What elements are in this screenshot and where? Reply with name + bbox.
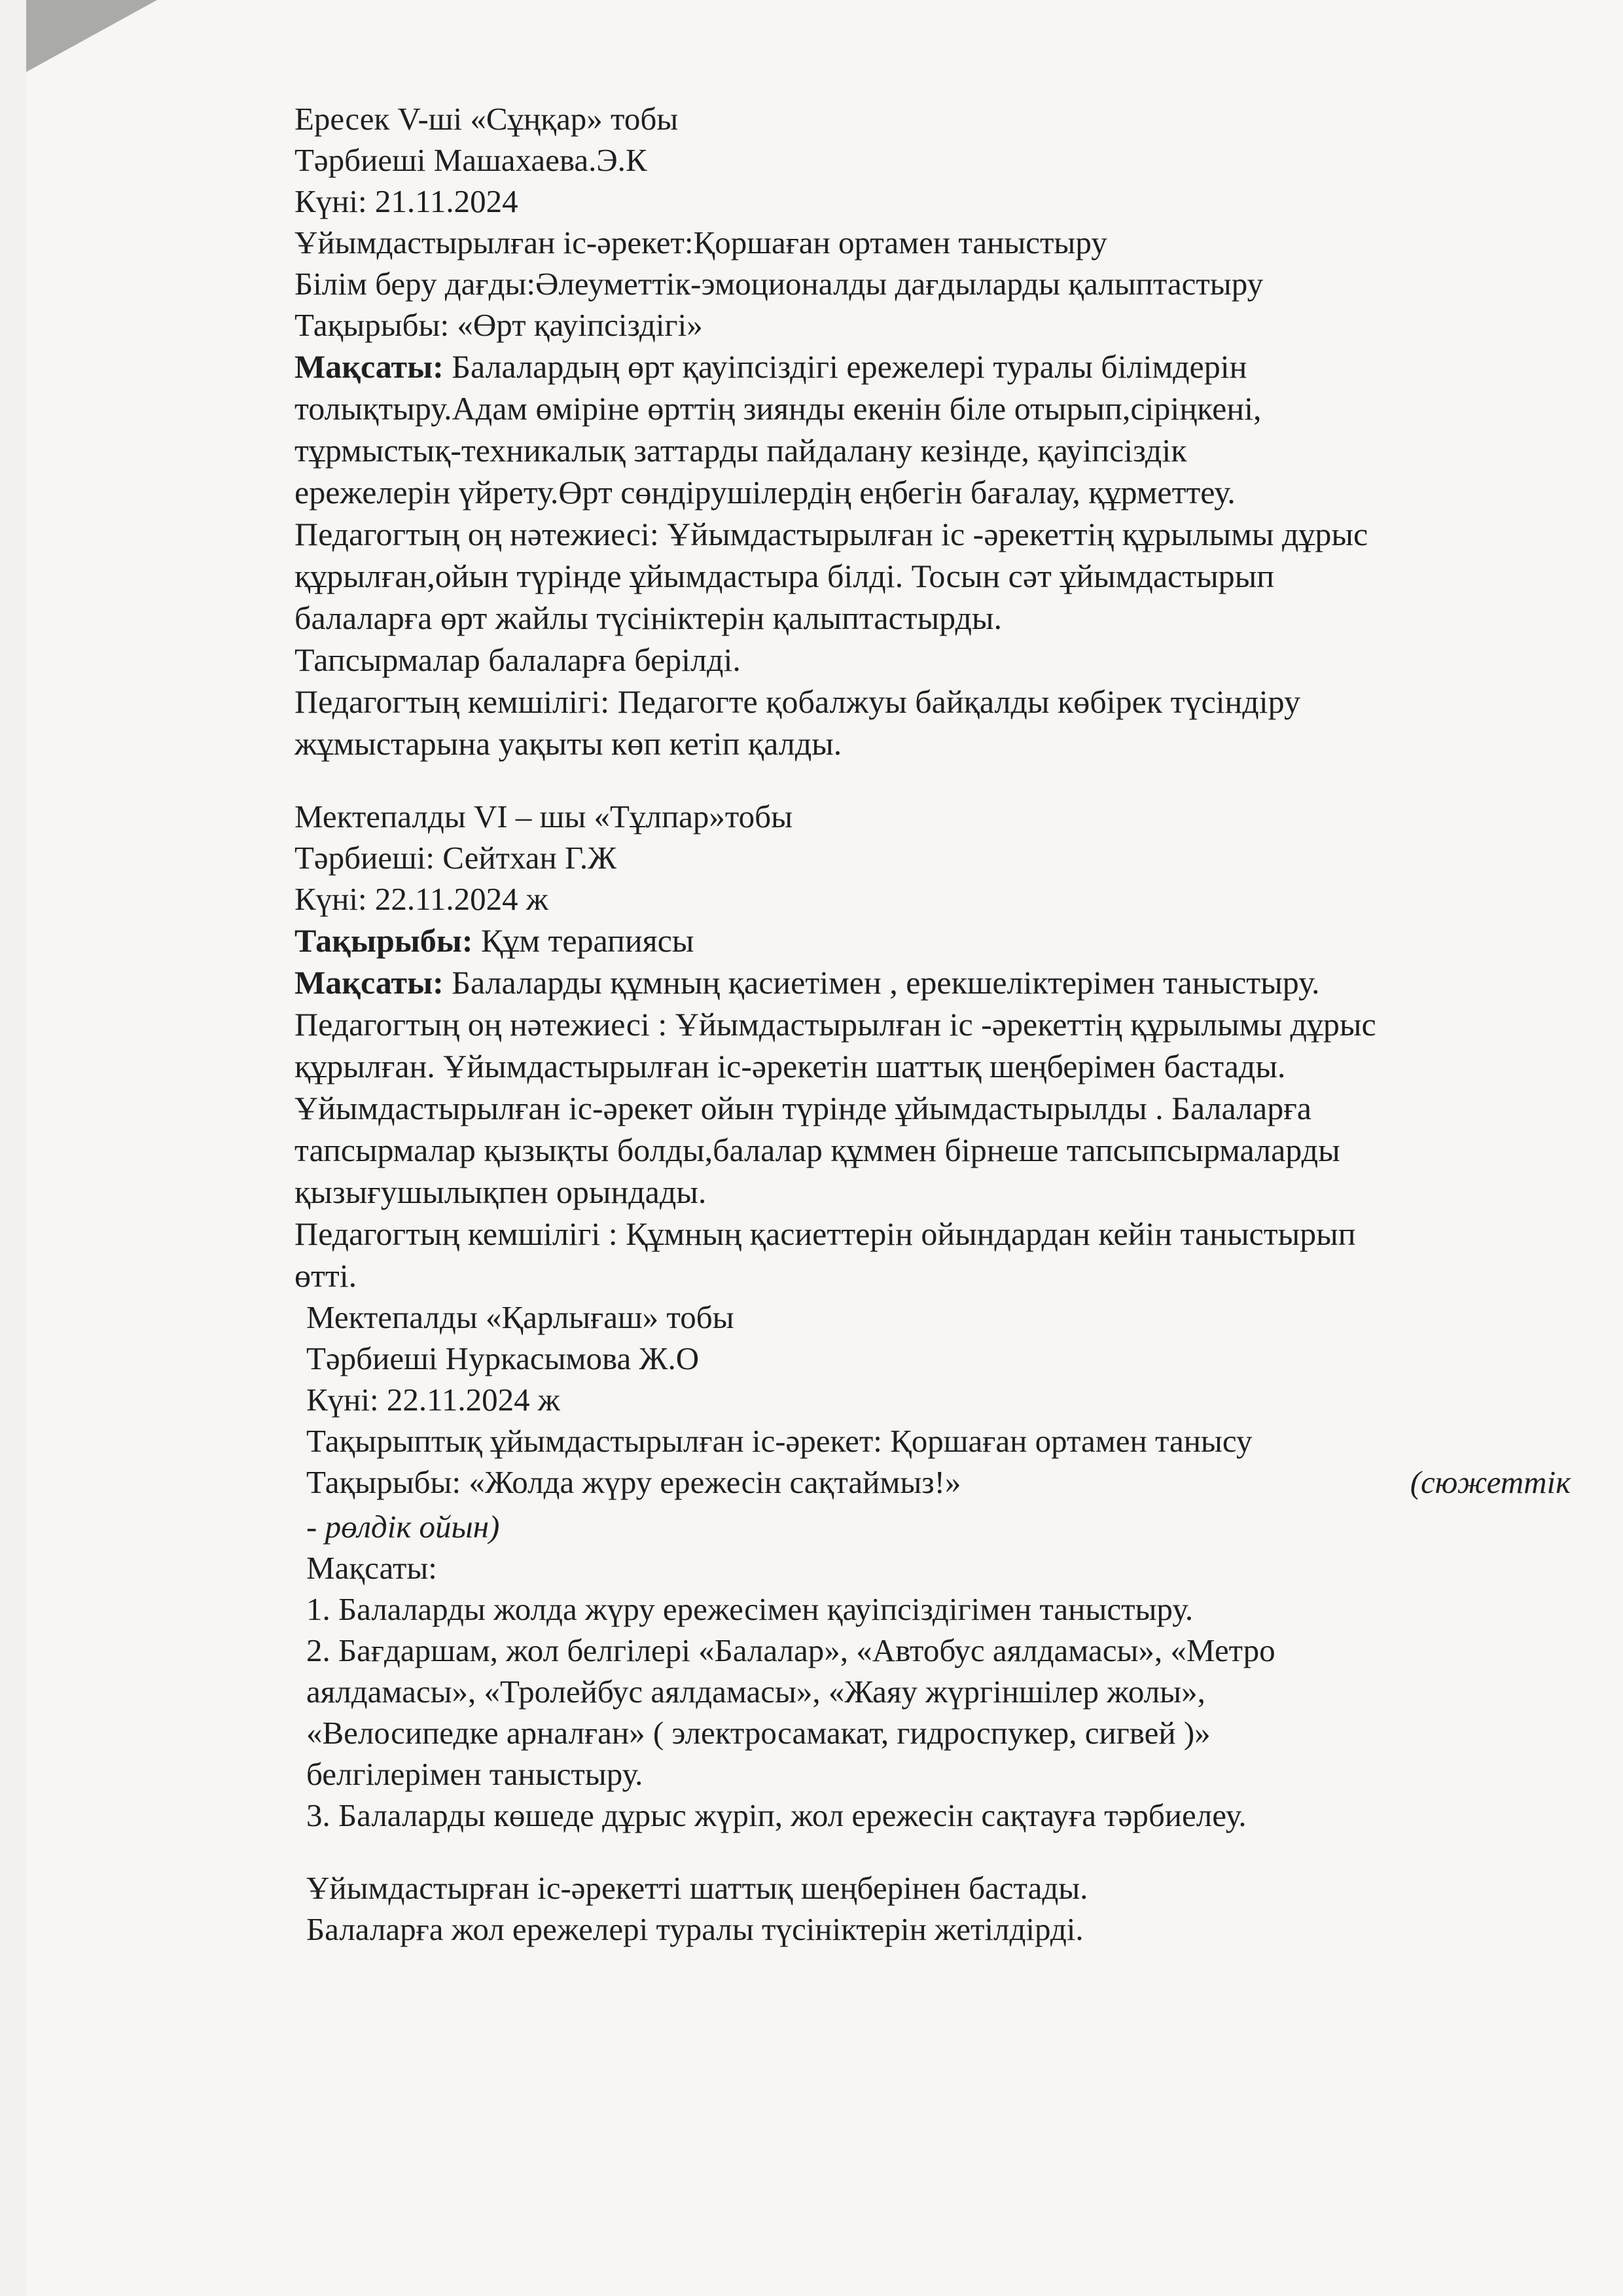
positive-result-line: құрылған,ойын түрінде ұйымдастыра білді. Тосын сәт ұйымдастырып	[294, 558, 1275, 594]
section-tulpar-group	[294, 796, 1571, 1297]
section-karlygash-group	[294, 1297, 1571, 1950]
positive-result-line: құрылған. Ұйымдастырылған іс-әрекетін шаттық шеңберімен бастады.	[294, 1048, 1286, 1085]
positive-result-line: Ұйымдастырылған іс-әрекет ойын түрінде ұйымдастырылды . Балаларға	[294, 1090, 1311, 1126]
topic-line	[306, 1462, 1571, 1503]
goal-item: белгілерімен таныстыру.	[306, 1756, 643, 1792]
goal-label: Мақсаты:	[294, 348, 444, 385]
goal-text: Балалардың өрт қауіпсіздігі ережелері туралы білімдерін	[443, 348, 1247, 385]
topic-text: Тақырыбы: «Жолда жүру ережесін сақтаймыз!»	[306, 1464, 961, 1500]
goal-label: Мақсаты:	[294, 964, 444, 1001]
document-body	[294, 98, 1571, 1950]
goal-text: Балаларды құмның қасиетімен , ерекшеліктерімен таныстыру.	[443, 964, 1320, 1001]
skill-line: Білім беру дағды:Әлеуметтік-эмоционалды дағдыларды қалыптастыру	[294, 266, 1264, 302]
activity-line: Ұйымдастырылған іс-әрекет:Қоршаған ортамен таныстыру	[294, 224, 1107, 260]
topic-line: Тақырыбы: «Өрт қауіпсіздігі»	[294, 307, 703, 343]
topic-text: Құм терапиясы	[473, 922, 694, 959]
topic-note: (сюжеттік	[1410, 1464, 1571, 1500]
positive-result-line: тапсырмалар қызықты болды,балалар құммен бірнеше тапсыпсырмаларды	[294, 1132, 1340, 1168]
teacher-name: Тәрбиеші: Сейтхан Г.Ж	[294, 840, 616, 876]
teacher-name: Тәрбиеші Машахаева.Э.К	[294, 142, 647, 178]
positive-result-line: Педагогтың оң нәтежиесі: Ұйымдастырылған іс -әрекеттің құрылымы дұрыс	[294, 516, 1368, 552]
closing-line: Балаларға жол ережелері туралы түсініктерін жетілдірді.	[306, 1911, 1084, 1947]
date-line: Күні: 22.11.2024 ж	[294, 881, 548, 917]
topic-label: Тақырыбы:	[294, 922, 473, 959]
positive-result-line: Педагогтың оң нәтежиесі : Ұйымдастырылған іс -әрекеттің құрылымы дұрыс	[294, 1006, 1376, 1043]
goal-item: 3. Балаларды көшеде дұрыс жүріп, жол ережесін сақтауға тәрбиелеу.	[306, 1797, 1247, 1833]
goal-text-line: ережелерін үйрету.Өрт сөндірушілердің еңбегін бағалау, құрметтеу.	[294, 474, 1236, 511]
shortcoming-line: Педагогтың кемшілігі : Құмның қасиеттерін ойындардан кейін таныстырып	[294, 1215, 1356, 1252]
goal-text-line: тұрмыстық-техникалық заттарды пайдалану кезінде, қауіпсіздік	[294, 432, 1187, 469]
paragraph-spacer	[306, 1836, 1571, 1867]
shortcoming-line: өтті.	[294, 1257, 357, 1294]
activity-line: Тақырыптық ұйымдастырылған іс-әрекет: Қоршаған ортамен танысу	[306, 1423, 1253, 1459]
section-sunkar-group	[294, 98, 1571, 764]
topic-note-continued: - рөлдік ойын)	[306, 1509, 500, 1545]
group-title: Мектепалды VI – шы «Тұлпар»тобы	[294, 798, 793, 834]
goal-item: 2. Бағдаршам, жол белгілері «Балалар», «Автобус аялдамасы», «Метро	[306, 1632, 1275, 1668]
scan-corner-shadow	[26, 0, 157, 72]
goal-text-line: толықтыру.Адам өміріне өрттің зиянды екенін біле отырып,сіріңкені,	[294, 390, 1262, 427]
closing-line: Ұйымдастырған іс-әрекетті шаттық шеңберінен бастады.	[306, 1870, 1088, 1906]
date-line: Күні: 22.11.2024 ж	[306, 1382, 560, 1418]
positive-result-line: Тапсырмалар балаларға берілді.	[294, 641, 741, 678]
group-title: Ересек V-ші «Сұңқар» тобы	[294, 101, 679, 137]
goals-label: Мақсаты:	[306, 1550, 437, 1586]
goal-item: 1. Балаларды жолда жүру ережесімен қауіпсіздігімен таныстыру.	[306, 1591, 1194, 1627]
topic-line	[294, 920, 1571, 961]
shortcoming-line: жұмыстарына уақыты көп кетіп қалды.	[294, 725, 842, 762]
scanned-page	[26, 0, 1623, 2296]
section-spacer	[294, 764, 1571, 796]
positive-result-line: балаларға өрт жайлы түсініктерін қалыптастырды.	[294, 600, 1003, 636]
positive-result-line: қызығушылықпен орындады.	[294, 1174, 707, 1210]
goal-line	[294, 961, 1571, 1003]
goal-line	[294, 346, 1571, 387]
teacher-name: Тәрбиеші Нуркасымова Ж.О	[306, 1340, 700, 1376]
date-line: Күні: 21.11.2024	[294, 183, 518, 219]
group-title: Мектепалды «Қарлығаш» тобы	[306, 1299, 734, 1335]
goal-item: аялдамасы», «Тролейбус аялдамасы», «Жаяу жүргіншілер жолы»,	[306, 1674, 1205, 1710]
goal-item: «Велосипедке арналған» ( электросамакат, гидроспукер, сигвей )»	[306, 1715, 1211, 1751]
shortcoming-line: Педагогтың кемшілігі: Педагогте қобалжуы байқалды көбірек түсіндіру	[294, 683, 1300, 720]
